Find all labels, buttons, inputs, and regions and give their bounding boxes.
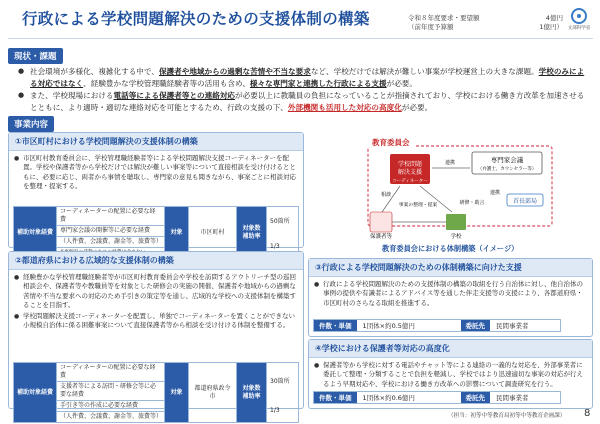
box-prefecture-table: 補助対象経費 コーディネーターの配置に必要な経費 対象 都道府県政令市 対象数補助率 30箇所 支援者等による訪問・研修会等に必要な経費 手引き等の作成に必要な経費 1/3 （人件費、会議費、謝金等、旅費等） [13, 362, 299, 423]
svg-text:コーディネーター: コーディネーター [392, 179, 428, 184]
support-structure-diagram [360, 132, 560, 242]
diagram-caption: 教育委員会における体制構築（イメージ） [382, 244, 519, 253]
svg-text:連携: 連携 [444, 160, 456, 166]
page-number: 8 [584, 408, 591, 419]
box-guardian-heading: ④学校における保護者等対応の高度化 [309, 340, 592, 358]
ministry-name: 文部科学省 [567, 26, 591, 31]
footer-note: （担当：初等中等教育局初等中等教育企画課） [448, 413, 566, 419]
page-title: 行政による学校問題解決のための支援体制の構築 [22, 10, 370, 28]
budget-request-value: 4億円 [545, 14, 563, 22]
issue-item-1: ● 社会環境が多様化、複雑化する中で、保護者や地域からの過剰な苦情や不当な要求など、学校だけでは解決が難しい事案が学校運営上の大きな課題。学校のみによる対応ではなく、経験豊かな学校管理職経験者等の活用も含め、様々な専門家と連携した行政による支援が必要。 [18, 66, 588, 89]
guardians-icon [370, 212, 392, 232]
budget-prev-label: （前年度予算額 [408, 23, 454, 31]
svg-text:事案の整理・提案: 事案の整理・提案 [398, 203, 438, 208]
box-municipal-table: 補助対象経費 コーディネーターの配置に必要な経費 対象 市区町村 対象数補助率 50箇所 専門家会議の開催等に必要な経費 （人件費、会議費、謝金等、旅費等） 1/3 [13, 206, 299, 259]
ministry-logo [566, 8, 592, 31]
box-municipal-text: ● 市区町村教育委員会に、学校管理職経験者等による学校問題解決支援コーディネーターを配置。学校や保護者等から学校だけでは解決が難しい事案等について直接相談を受け付けるとともに、必要に応じ、両者から事情を聴取し、専門家の意見も聞きながら、事案ごとに相談対応を整理・提案する。 [23, 154, 297, 192]
section-current-issues: 現状・課題 [8, 48, 63, 64]
box-prefecture-text-1: ● 経験豊かな学校管理職経験者等が市区町村教育委員会や学校を訪問するアウトリーチ型の巡回相談会や、保護者等や教職員等を対象とした研修会の実施の開催、保護者や地域からの過剰な苦情や不当な要求への対応のため手引きの策定等を通し、広域的な学校への支援体制を構築することを目指す。 [23, 273, 297, 311]
budget-prev-value: 1億円） [539, 23, 563, 31]
box-admin-text: ● 行政による学校問題解決のための支援体制の構築の取組を行う自治体に対し、他自治体の事例の提供や有識者によるアドバイス等を通した伴走支援等の支援により、各都道府県・市区町村のさらなる取組を推進する。 [323, 280, 586, 308]
svg-text:（弁護士、カウンセラー等）: （弁護士、カウンセラー等） [477, 167, 537, 172]
box-admin-heading: ③行政による学校問題解決のための体制構築に向けた支援 [309, 259, 592, 277]
svg-text:学校問題: 学校問題 [397, 161, 423, 168]
box-prefecture-support [8, 251, 304, 420]
box-guardian-text: ● 保護者等から学校に対する電話やチャット等による連絡の一義的な対応を、外部事業者に委託して整理・分類することで負担を軽減し、学校ではより迅速適切な事案の対応が行えるよう早期対応や、学校における働き方改革への影響について調査研究を行う。 [323, 361, 586, 389]
section-content: 事業内容 [8, 116, 54, 132]
ministry-emblem-icon [571, 8, 587, 24]
svg-text:解決支援: 解決支援 [397, 169, 423, 176]
box-prefecture-text-2: ● 学校問題解決支援コーディネーターを配置し、単独でコーディネーターを置くことができない小規模自治体に係る困難事案について直接保護者等から相談を受け付ける体制を整備する。 [23, 312, 297, 331]
box-municipal-support [8, 132, 304, 251]
expense-label: 補助対象経費 [14, 207, 57, 259]
box-prefecture-heading: ②都道府県における広域的な支援体制の構築 [9, 252, 303, 270]
svg-text:連携: 連携 [489, 190, 501, 196]
title-divider [8, 38, 593, 39]
box-admin-support [308, 258, 593, 337]
issue-item-2: ● また、学校現場における電話等による保護者等との連絡対応が必要以上に教職員の負担になっていることが指摘されており、学校における働き方改革を加速させるとともに、より適時・適切な連絡対応を可能とするため、行政の支援の下、外部機関も活用した対応の高度化が必要。 [18, 90, 588, 113]
board-label: 教育委員会 [372, 138, 410, 147]
box-admin-cost: 件数・単価 1団体×約0.5億円 委託先 民間事業者 [313, 319, 561, 332]
svg-text:相談: 相談 [380, 192, 392, 198]
budget-summary [408, 14, 563, 32]
svg-text:首長部局: 首長部局 [512, 198, 538, 205]
svg-text:専門家会議: 専門家会議 [490, 156, 524, 164]
school-icon [446, 214, 466, 230]
box-guardian-cost: 件数・単価 1団体×約0.6億円 委託先 民間事業者 [313, 391, 561, 404]
box-municipal-heading: ①市区町村における学校問題解決の支援体制の構築 [9, 133, 303, 151]
svg-text:保護者等: 保護者等 [369, 234, 393, 240]
svg-text:学校: 学校 [450, 234, 462, 240]
box-guardian-response [308, 339, 593, 409]
svg-text:研修・助言: 研修・助言 [459, 200, 485, 206]
issues-list [18, 66, 588, 114]
budget-request-label: 令和８年度要求・要望額 [408, 14, 480, 22]
